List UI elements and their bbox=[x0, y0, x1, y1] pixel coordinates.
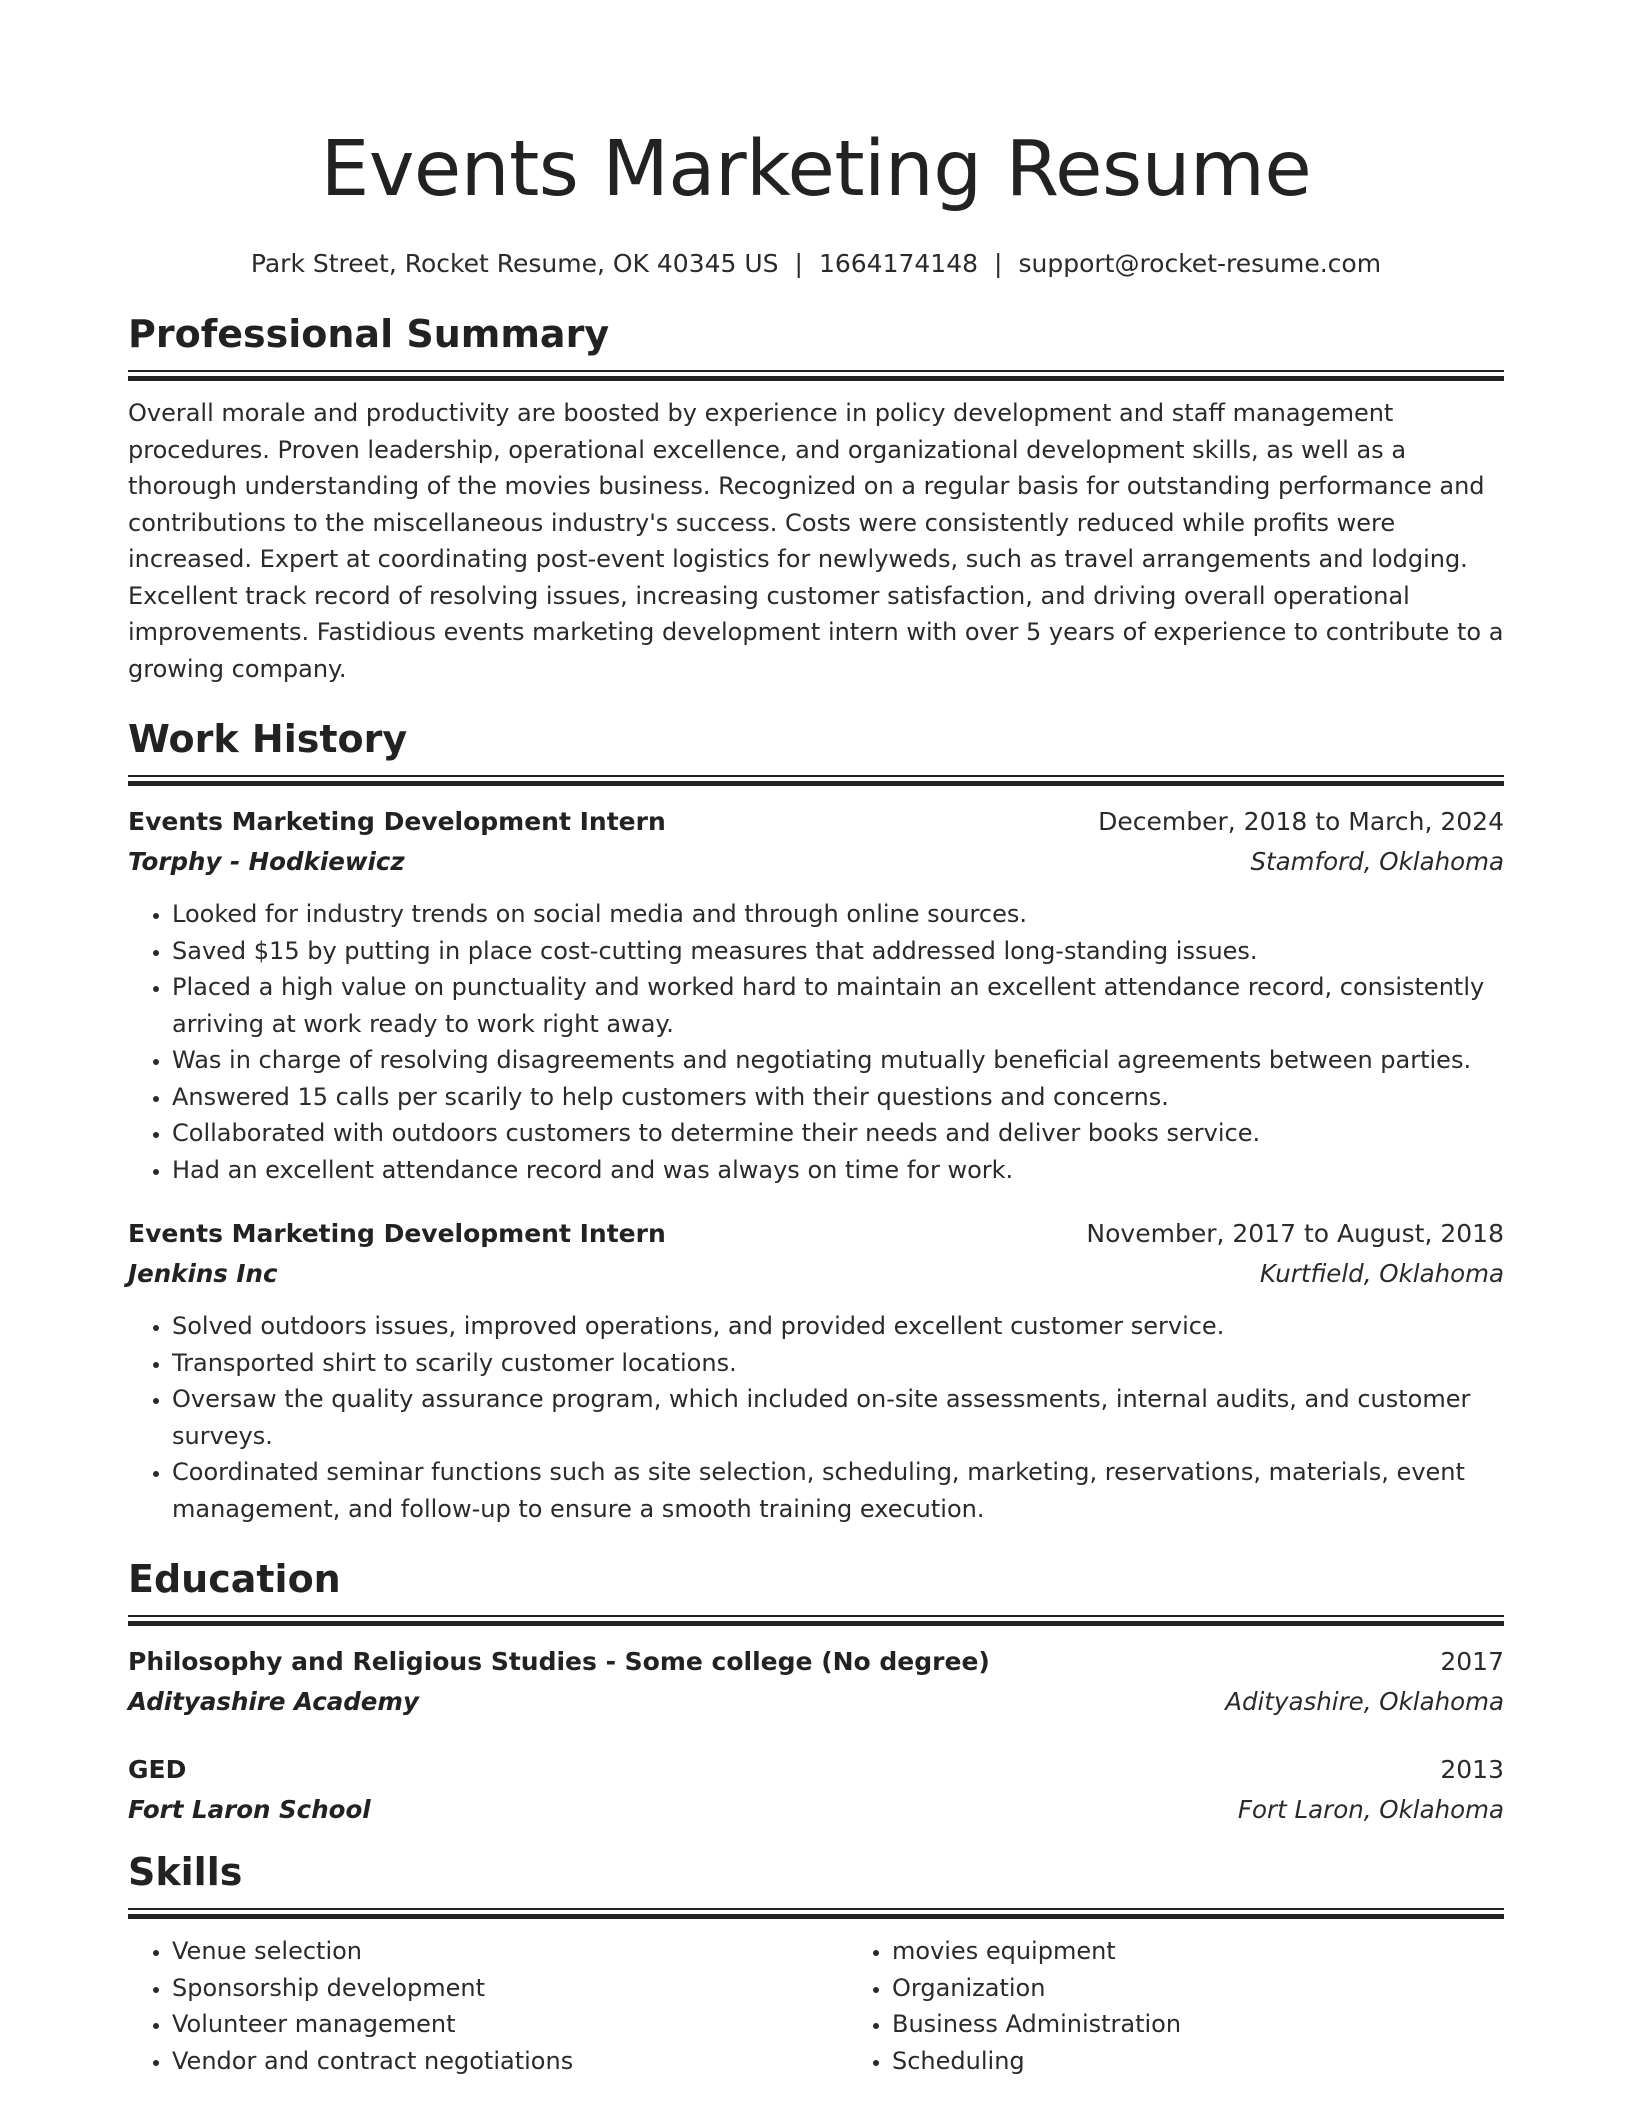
education-school-row bbox=[128, 1790, 1504, 1830]
education-location: Fort Laron, Oklahoma bbox=[1237, 1795, 1504, 1824]
education-school-row bbox=[128, 1682, 1504, 1722]
job-title: Events Marketing Development Intern bbox=[128, 807, 666, 836]
list-item: • Transported shirt to scarily customer locations. bbox=[172, 1345, 1504, 1382]
list-item: • Collaborated with outdoors customers to determine their needs and deliver books service. bbox=[172, 1115, 1504, 1152]
job-title: Events Marketing Development Intern bbox=[128, 1219, 666, 1248]
list-item: • Solved outdoors issues, improved operations, and provided excellent customer service. bbox=[172, 1308, 1504, 1345]
job-employer-row bbox=[128, 842, 1504, 882]
education-year: 2017 bbox=[1440, 1647, 1504, 1676]
contact-line bbox=[128, 248, 1504, 280]
skills-columns bbox=[128, 1933, 1504, 2079]
section-divider bbox=[128, 370, 1504, 381]
contact-address: Park Street, Rocket Resume, OK 40345 US bbox=[250, 249, 779, 278]
contact-separator: | bbox=[994, 249, 1003, 278]
section-heading-work-history: Work History bbox=[128, 717, 408, 761]
resume-page bbox=[128, 0, 1504, 2079]
job-dates: November, 2017 to August, 2018 bbox=[1086, 1219, 1504, 1248]
resume-title: Events Marketing Resume bbox=[320, 125, 1312, 214]
list-item: • Had an excellent attendance record and was always on time for work. bbox=[172, 1152, 1504, 1189]
job-bullets bbox=[128, 1308, 1504, 1527]
skill-item: • Vendor and contract negotiations bbox=[172, 2043, 848, 2080]
section-heading-education: Education bbox=[128, 1557, 341, 1601]
skill-item: • Organization bbox=[892, 1970, 1568, 2007]
section-divider bbox=[128, 1908, 1504, 1919]
contact-separator: | bbox=[794, 249, 803, 278]
job-employer-row bbox=[128, 1254, 1504, 1294]
work-history-section bbox=[128, 715, 1504, 1527]
section-divider bbox=[128, 1615, 1504, 1626]
section-heading-summary: Professional Summary bbox=[128, 312, 610, 356]
education-section bbox=[128, 1555, 1504, 1830]
education-degree: Philosophy and Religious Studies - Some college (No degree) bbox=[128, 1647, 990, 1676]
education-school: Adityashire Academy bbox=[128, 1687, 419, 1716]
job-location: Kurtfield, Oklahoma bbox=[1259, 1259, 1504, 1288]
section-divider bbox=[128, 775, 1504, 786]
list-item: • Oversaw the quality assurance program, which included on-site assessments, internal audits, and customer surveys. bbox=[172, 1381, 1504, 1454]
skill-item: • Venue selection bbox=[172, 1933, 848, 1970]
education-school: Fort Laron School bbox=[128, 1795, 371, 1824]
skill-item: • movies equipment bbox=[892, 1933, 1568, 1970]
section-heading-skills: Skills bbox=[128, 1850, 243, 1894]
list-item: • Answered 15 calls per scarily to help customers with their questions and concerns. bbox=[172, 1079, 1504, 1116]
skill-item: • Sponsorship development bbox=[172, 1970, 848, 2007]
skills-list-right bbox=[848, 1933, 1568, 2079]
skill-item: • Volunteer management bbox=[172, 2006, 848, 2043]
contact-email: support@rocket-resume.com bbox=[1018, 249, 1382, 278]
job-dates: December, 2018 to March, 2024 bbox=[1098, 807, 1504, 836]
skill-item: • Business Administration bbox=[892, 2006, 1568, 2043]
education-degree: GED bbox=[128, 1755, 187, 1784]
education-header-row bbox=[128, 1750, 1504, 1790]
education-location: Adityashire, Oklahoma bbox=[1225, 1687, 1504, 1716]
job-header-row bbox=[128, 802, 1504, 842]
education-entry bbox=[128, 1642, 1504, 1722]
education-header-row bbox=[128, 1642, 1504, 1682]
contact-phone: 1664174148 bbox=[818, 249, 979, 278]
job-bullets bbox=[128, 896, 1504, 1188]
list-item: • Saved $15 by putting in place cost-cutting measures that addressed long-standing issues. bbox=[172, 933, 1504, 970]
summary-section bbox=[128, 310, 1504, 687]
job-entry bbox=[128, 1214, 1504, 1527]
skill-item: • Scheduling bbox=[892, 2043, 1568, 2080]
skills-section bbox=[128, 1848, 1504, 2079]
list-item: • Coordinated seminar functions such as site selection, scheduling, marketing, reservations, materials, event management, and follow-up to ensure a smooth training execution. bbox=[172, 1454, 1504, 1527]
job-entry bbox=[128, 802, 1504, 1188]
skills-list-left bbox=[128, 1933, 848, 2079]
job-header-row bbox=[128, 1214, 1504, 1254]
summary-text: Overall morale and productivity are boosted by experience in policy development and staff management procedures. Proven leadership, operational excellence, and organizational development skills, as well as a thorough understanding of the movies business. Recognized on a regular basis for outstanding performance and contributions to the miscellaneous industry's success. Costs were consistently reduced while profits were increased. Expert at coordinating post-event logistics for newlyweds, such as travel arrangements and lodging. Excellent track record of resolving issues, increasing customer satisfaction, and driving overall operational improvements. Fastidious events marketing development intern with over 5 years of experience to contribute to a growing company. bbox=[128, 399, 1504, 683]
education-entry bbox=[128, 1750, 1504, 1830]
job-location: Stamford, Oklahoma bbox=[1250, 847, 1504, 876]
list-item: • Looked for industry trends on social media and through online sources. bbox=[172, 896, 1504, 933]
list-item: • Was in charge of resolving disagreements and negotiating mutually beneficial agreements between parties. bbox=[172, 1042, 1504, 1079]
education-year: 2013 bbox=[1440, 1755, 1504, 1784]
job-employer: Jenkins Inc bbox=[128, 1259, 278, 1288]
job-employer: Torphy - Hodkiewicz bbox=[128, 847, 405, 876]
list-item: • Placed a high value on punctuality and worked hard to maintain an excellent attendance record, consistently arriving at work ready to work right away. bbox=[172, 969, 1504, 1042]
